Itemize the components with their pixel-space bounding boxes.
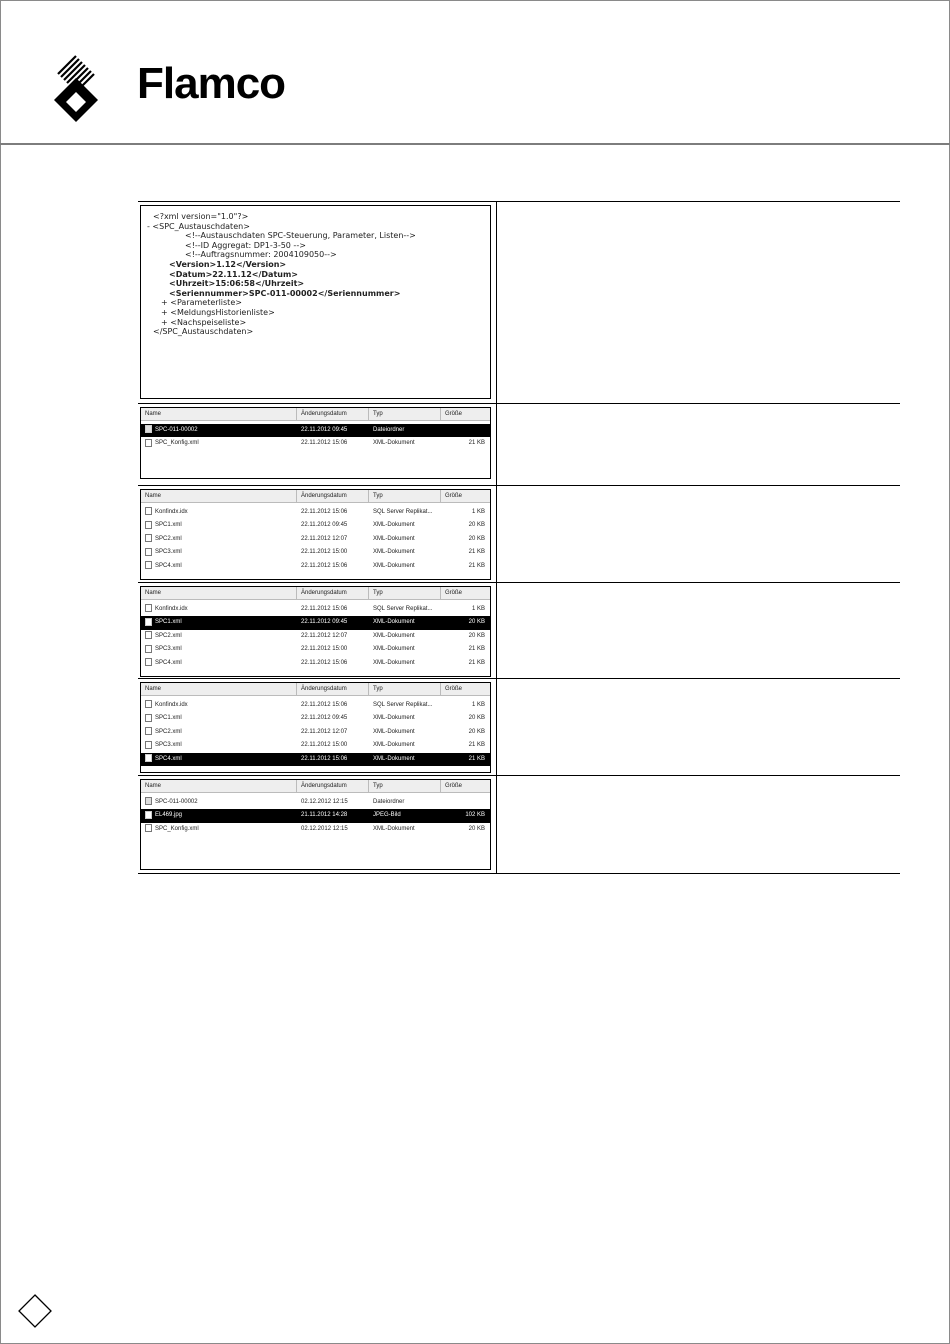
flamco-logo-icon xyxy=(48,48,104,124)
xml-file-icon xyxy=(145,618,152,626)
table-row xyxy=(138,403,900,485)
file-name: SPC2.xml xyxy=(155,632,182,639)
file-type: Dateiordner xyxy=(373,427,405,433)
file-date: 22.11.2012 09:45 xyxy=(301,715,348,722)
file-name-cell xyxy=(141,603,297,616)
file-name: SPC4.xml xyxy=(155,659,182,666)
file-date: 22.11.2012 15:06 xyxy=(301,562,348,569)
file-list-header xyxy=(141,683,490,696)
table-row xyxy=(138,485,900,582)
file-row[interactable] xyxy=(141,519,490,532)
file-name: SPC1.xml xyxy=(155,522,182,529)
file-name-cell xyxy=(141,823,297,836)
xml-line: <Uhrzeit>15:06:58</Uhrzeit> xyxy=(169,279,305,289)
column-header-date[interactable]: Änderungsdatum xyxy=(297,683,369,695)
file-row[interactable] xyxy=(141,823,490,836)
file-size: 21 KB xyxy=(468,646,485,653)
file-size: 21 KB xyxy=(468,755,485,762)
file-row[interactable] xyxy=(141,616,490,629)
xml-line: <!--Austauschdaten SPC-Steuerung, Parameter, Listen--> xyxy=(185,231,416,241)
file-name-cell xyxy=(141,726,297,739)
xml-file-icon xyxy=(145,521,152,529)
file-size xyxy=(441,796,488,809)
table-bottom-rule xyxy=(138,873,900,874)
file-size: 21 KB xyxy=(468,562,485,569)
file-name: SPC2.xml xyxy=(155,728,182,735)
file-icon xyxy=(145,604,152,612)
file-list-screenshot xyxy=(140,407,491,479)
file-row[interactable] xyxy=(141,424,490,437)
file-name-cell xyxy=(141,753,297,766)
file-name-cell xyxy=(141,424,297,437)
xml-file-icon xyxy=(145,631,152,639)
file-name-cell xyxy=(141,699,297,712)
column-header-size[interactable]: Größe xyxy=(445,493,463,499)
file-date: 22.11.2012 15:06 xyxy=(301,702,348,708)
file-name: SPC2.xml xyxy=(155,535,182,542)
file-row[interactable] xyxy=(141,533,490,546)
xml-line: <Version>1.12</Version> xyxy=(169,259,287,269)
column-header-date[interactable]: Änderungsdatum xyxy=(297,490,369,502)
xml-file-icon xyxy=(145,645,152,653)
file-name-cell xyxy=(141,739,297,752)
xml-file-icon xyxy=(145,534,152,542)
file-row[interactable] xyxy=(141,726,490,739)
xml-view-screenshot xyxy=(140,205,491,399)
column-header-date[interactable]: Änderungsdatum xyxy=(297,587,369,599)
column-header-date[interactable]: Änderungsdatum xyxy=(297,408,369,420)
file-name: SPC4.xml xyxy=(155,755,182,762)
file-name: SPC1.xml xyxy=(155,619,182,626)
file-name: SPC4.xml xyxy=(155,562,182,569)
file-size: 21 KB xyxy=(468,659,485,666)
table-row xyxy=(138,582,900,678)
file-row[interactable] xyxy=(141,560,490,573)
xml-file-icon xyxy=(145,714,152,722)
file-type: XML-Dokument xyxy=(373,549,415,556)
xml-file-icon xyxy=(145,741,152,749)
column-header-type[interactable]: Typ xyxy=(369,780,441,792)
file-icon xyxy=(145,507,152,515)
file-size: 102 KB xyxy=(465,812,485,819)
row-divider xyxy=(138,485,900,486)
file-size: 20 KB xyxy=(468,535,485,542)
file-size: 20 KB xyxy=(468,825,485,832)
file-name: SPC_Konfig.xml xyxy=(155,440,199,447)
file-type: XML-Dokument xyxy=(373,825,415,832)
file-name: SPC3.xml xyxy=(155,549,182,556)
xml-line: </SPC_Austauschdaten> xyxy=(153,327,254,337)
file-type: XML-Dokument xyxy=(373,715,415,722)
file-name-cell xyxy=(141,712,297,725)
xml-file-icon xyxy=(145,727,152,735)
file-type: XML-Dokument xyxy=(373,742,415,749)
file-list-screenshot xyxy=(140,682,491,773)
file-name: Konfindx.idx xyxy=(155,606,188,612)
file-type: Dateiordner xyxy=(373,799,405,805)
column-header-size[interactable]: Größe xyxy=(445,590,463,596)
file-row[interactable] xyxy=(141,437,490,450)
file-type: XML-Dokument xyxy=(373,755,415,762)
column-header-name[interactable]: Name xyxy=(141,408,297,420)
file-date: 22.11.2012 15:00 xyxy=(301,742,348,749)
file-name-cell xyxy=(141,796,297,809)
file-name-cell xyxy=(141,533,297,546)
column-header-date[interactable]: Änderungsdatum xyxy=(297,780,369,792)
file-size: 20 KB xyxy=(468,728,485,735)
file-date: 22.11.2012 15:06 xyxy=(301,440,348,447)
file-row[interactable] xyxy=(141,506,490,519)
file-row[interactable] xyxy=(141,809,490,822)
file-list-screenshot xyxy=(140,586,491,677)
file-date: 21.11.2012 14:28 xyxy=(301,812,348,819)
row-divider xyxy=(138,582,900,583)
table-row xyxy=(138,201,900,403)
file-date: 22.11.2012 15:06 xyxy=(301,606,348,612)
file-name-cell xyxy=(141,546,297,559)
file-name-cell xyxy=(141,809,297,822)
file-date: 22.11.2012 15:00 xyxy=(301,646,348,653)
column-header-name[interactable]: Name xyxy=(141,683,297,695)
column-header-size[interactable]: Größe xyxy=(445,411,463,417)
file-size: 20 KB xyxy=(468,522,485,529)
file-date: 02.12.2012 12:15 xyxy=(301,825,348,832)
file-date: 22.11.2012 09:45 xyxy=(301,619,348,626)
column-header-name[interactable]: Name xyxy=(141,587,297,599)
file-name: Konfindx.idx xyxy=(155,509,188,515)
file-name: SPC1.xml xyxy=(155,715,182,722)
file-row[interactable] xyxy=(141,739,490,752)
file-list-screenshot xyxy=(140,489,491,580)
file-name-cell xyxy=(141,506,297,519)
image-file-icon xyxy=(145,811,152,819)
file-name: SPC-011-00002 xyxy=(155,799,198,805)
file-size: 20 KB xyxy=(468,632,485,639)
xml-line: <Datum>22.11.12</Datum> xyxy=(169,269,298,279)
column-header-name[interactable]: Name xyxy=(141,490,297,502)
file-type: XML-Dokument xyxy=(373,440,415,447)
file-type: SQL Server Replikat... xyxy=(373,606,433,612)
file-name-cell xyxy=(141,560,297,573)
header-divider xyxy=(0,143,950,145)
xml-file-icon xyxy=(145,561,152,569)
file-name-cell xyxy=(141,437,297,450)
file-name-cell xyxy=(141,519,297,532)
column-divider xyxy=(496,201,497,873)
folder-icon xyxy=(145,425,152,433)
file-type: XML-Dokument xyxy=(373,646,415,653)
file-row[interactable] xyxy=(141,753,490,766)
folder-icon xyxy=(145,797,152,805)
file-date: 22.11.2012 09:45 xyxy=(301,522,348,529)
file-size: 1 KB xyxy=(471,509,485,515)
xml-file-icon xyxy=(145,754,152,762)
table-row xyxy=(138,775,900,873)
file-name: SPC3.xml xyxy=(155,742,182,749)
xml-file-icon xyxy=(145,548,152,556)
file-size: 20 KB xyxy=(468,715,485,722)
file-name-cell xyxy=(141,616,297,629)
xml-file-icon xyxy=(145,658,152,666)
file-date: 22.11.2012 15:06 xyxy=(301,509,348,515)
file-date: 22.11.2012 09:45 xyxy=(301,427,348,433)
file-type: SQL Server Replikat... xyxy=(373,509,433,515)
file-size: 1 KB xyxy=(471,702,485,708)
xml-line[interactable]: + <Nachspeiseliste> xyxy=(161,317,247,327)
file-name: EL469.jpg xyxy=(155,812,183,819)
file-size: 21 KB xyxy=(468,440,485,447)
xml-line: <?xml version="1.0"?> xyxy=(153,212,249,221)
column-header-type[interactable]: Typ xyxy=(369,587,441,599)
file-name: SPC-011-00002 xyxy=(155,427,198,433)
file-list-header xyxy=(141,490,490,503)
xml-line: <!--Auftragsnummer: 2004109050--> xyxy=(185,250,337,260)
file-list-header xyxy=(141,780,490,793)
row-divider xyxy=(138,201,900,202)
row-divider xyxy=(138,775,900,776)
file-type: JPEG-Bild xyxy=(373,812,401,819)
file-date: 22.11.2012 15:00 xyxy=(301,549,348,556)
file-size xyxy=(441,424,488,437)
file-date: 22.11.2012 12:07 xyxy=(301,728,348,735)
file-name-cell xyxy=(141,657,297,670)
file-date: 22.11.2012 15:06 xyxy=(301,659,348,666)
file-row[interactable] xyxy=(141,699,490,712)
file-name-cell xyxy=(141,643,297,656)
xml-file-icon xyxy=(145,824,152,832)
file-type: XML-Dokument xyxy=(373,619,415,626)
file-icon xyxy=(145,700,152,708)
file-date: 22.11.2012 12:07 xyxy=(301,535,348,542)
file-row[interactable] xyxy=(141,796,490,809)
file-row[interactable] xyxy=(141,643,490,656)
xml-tree xyxy=(141,206,490,337)
file-size: 21 KB xyxy=(468,549,485,556)
file-type: SQL Server Replikat... xyxy=(373,702,433,708)
xml-line[interactable]: + <Parameterliste> xyxy=(161,298,242,308)
file-name: SPC_Konfig.xml xyxy=(155,825,199,832)
xml-line: <Seriennummer>SPC-011-00002</Seriennummer> xyxy=(169,288,401,298)
file-row[interactable] xyxy=(141,603,490,616)
file-type: XML-Dokument xyxy=(373,659,415,666)
column-header-type[interactable]: Typ xyxy=(369,408,441,420)
xml-line: <!--ID Aggregat: DP1-3-50 --> xyxy=(185,240,306,250)
xml-line[interactable]: + <MeldungsHistorienliste> xyxy=(161,307,275,317)
file-date: 02.12.2012 12:15 xyxy=(301,799,348,805)
file-name: Konfindx.idx xyxy=(155,702,188,708)
column-header-type[interactable]: Typ xyxy=(369,490,441,502)
file-list-header xyxy=(141,587,490,600)
file-type: XML-Dokument xyxy=(373,522,415,529)
file-row[interactable] xyxy=(141,630,490,643)
xml-file-icon xyxy=(145,439,152,447)
file-type: XML-Dokument xyxy=(373,562,415,569)
file-date: 22.11.2012 12:07 xyxy=(301,632,348,639)
file-name: SPC3.xml xyxy=(155,646,182,653)
file-type: XML-Dokument xyxy=(373,632,415,639)
file-row[interactable] xyxy=(141,657,490,670)
file-list-header xyxy=(141,408,490,421)
file-row[interactable] xyxy=(141,712,490,725)
page-corner-diamond-icon xyxy=(18,1294,52,1328)
row-divider xyxy=(138,403,900,404)
file-list-screenshot xyxy=(140,779,491,870)
column-header-name[interactable]: Name xyxy=(141,780,297,792)
brand-name: Flamco xyxy=(137,59,286,108)
table-row xyxy=(138,678,900,775)
column-header-size[interactable]: Größe xyxy=(445,686,463,692)
file-row[interactable] xyxy=(141,546,490,559)
xml-line[interactable]: - <SPC_Austauschdaten> xyxy=(147,221,250,231)
column-header-size[interactable]: Größe xyxy=(445,783,463,789)
file-size: 21 KB xyxy=(468,742,485,749)
file-size: 1 KB xyxy=(471,606,485,612)
file-name-cell xyxy=(141,630,297,643)
row-divider xyxy=(138,678,900,679)
file-type: XML-Dokument xyxy=(373,728,415,735)
column-header-type[interactable]: Typ xyxy=(369,683,441,695)
file-date: 22.11.2012 15:06 xyxy=(301,755,348,762)
file-type: XML-Dokument xyxy=(373,535,415,542)
file-size: 20 KB xyxy=(468,619,485,626)
